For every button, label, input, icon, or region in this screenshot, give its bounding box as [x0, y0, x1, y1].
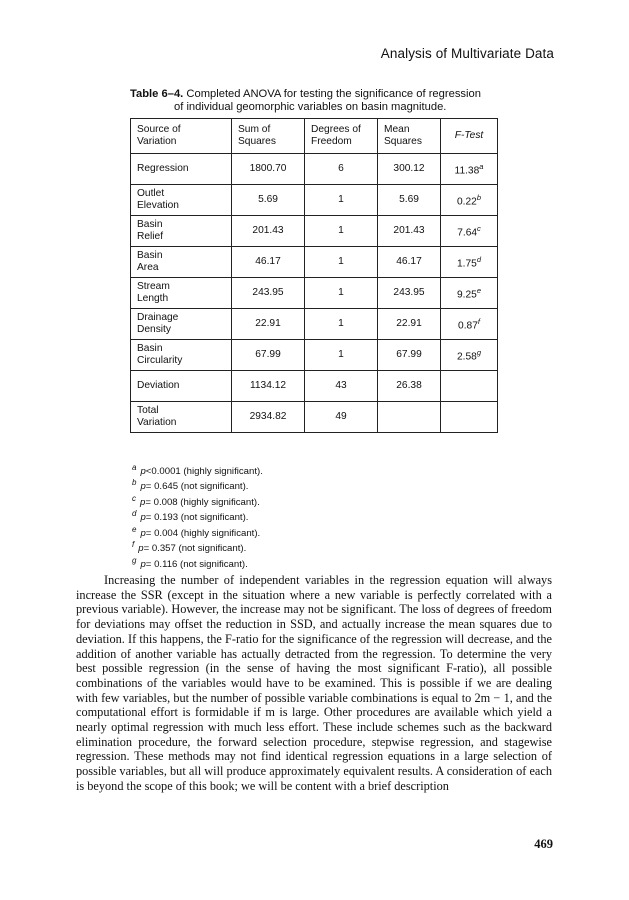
table-row [131, 154, 498, 185]
footnote: $^d$ p= 0.193 (not significant). [132, 509, 249, 524]
cell-f-test: 11.38$^a$ [441, 154, 498, 185]
anova-table [130, 118, 498, 433]
cell-degrees-of-freedom: 1 [305, 216, 378, 247]
header-f-test: F-Test [441, 119, 498, 154]
footnotes [132, 462, 263, 570]
cell-f-test: 0.22$^b$ [441, 185, 498, 216]
table-row [131, 185, 498, 216]
cell-sum-of-squares: 46.17 [232, 247, 305, 278]
cell-sum-of-squares: 201.43 [232, 216, 305, 247]
footnote: $^f$ p= 0.357 (not significant). [132, 540, 247, 555]
cell-mean-squares: 201.43 [378, 216, 441, 247]
table-row [131, 371, 498, 402]
cell-sum-of-squares: 67.99 [232, 340, 305, 371]
footnote-marker: e [476, 285, 481, 295]
cell-sum-of-squares: 1800.70 [232, 154, 305, 185]
body-paragraph: Increasing the number of independent variables in the regression equation will always increase the SSR (except in the situation where a new variable is perfectly correlated with a previous variable). However, the increase may not be significant. The loss of degrees of freedom for deviations may offset the reduction in SSD, and actually increase the mean squares due to deviation. If this happens, the F-ratio for the significance of the regression will decrease, and the addition of another variable has actually detracted from the regression. To determine the very best possible regression (in the sense of having the most significant F-ratio), all possible combinations of the variables would have to be examined. This is possible if we are dealing with few variables, but the number of possible variable combinations is equal to 2m − 1, and the computational effort is formidable if m is large. Other procedures are available which yield a nearly optimal regression with much less effort. These include schemes such as the backward elimination procedure, the forward selection procedure, stepwise regression, and stagewise regression. These methods may not find identical regression equations in a large selection of possible variables, but all will produce approximately equivalent results. A consideration of each is beyond the scope of this book; we will be content with a brief description [76, 573, 552, 793]
cell-degrees-of-freedom: 1 [305, 309, 378, 340]
footnote-marker: b [476, 192, 481, 202]
footnote: $^b$ p= 0.645 (not significant). [132, 478, 249, 493]
cell-f-test: 9.25e [441, 278, 498, 309]
table-row [131, 340, 498, 371]
table-row [131, 402, 498, 433]
cell-degrees-of-freedom: 43 [305, 371, 378, 402]
running-header: Analysis of Multivariate Data [380, 46, 554, 61]
cell-degrees-of-freedom: 6 [305, 154, 378, 185]
footnote: $^a$ p<0.0001 (highly significant). [132, 463, 263, 478]
cell-source: Outlet Elevation [131, 185, 232, 216]
table-row [131, 309, 498, 340]
cell-sum-of-squares: 1134.12 [232, 371, 305, 402]
cell-source: Total Variation [131, 402, 232, 433]
caption-line-2: of individual geomorphic variables on basin magnitude. [174, 101, 447, 113]
cell-degrees-of-freedom: 1 [305, 278, 378, 309]
table-row [131, 216, 498, 247]
cell-f-test: 1.75$^d$ [441, 247, 498, 278]
cell-mean-squares: 46.17 [378, 247, 441, 278]
cell-mean-squares: 26.38 [378, 371, 441, 402]
footnote-marker: g [476, 347, 481, 357]
header-source: Source of Variation [131, 119, 232, 154]
cell-mean-squares: 5.69 [378, 185, 441, 216]
cell-degrees-of-freedom: 1 [305, 185, 378, 216]
cell-sum-of-squares: 22.91 [232, 309, 305, 340]
cell-mean-squares: 67.99 [378, 340, 441, 371]
cell-sum-of-squares: 5.69 [232, 185, 305, 216]
cell-source: Basin Circularity [131, 340, 232, 371]
footnote-marker: d [476, 254, 481, 264]
cell-degrees-of-freedom: 1 [305, 340, 378, 371]
table-header-row [131, 119, 498, 154]
cell-source: Drainage Density [131, 309, 232, 340]
cell-f-test [441, 371, 498, 402]
footnote: $^e$ p= 0.004 (highly significant). [132, 524, 261, 540]
cell-source: Basin Area [131, 247, 232, 278]
cell-mean-squares: 300.12 [378, 154, 441, 185]
cell-source: Regression [131, 154, 232, 185]
cell-sum-of-squares: 243.95 [232, 278, 305, 309]
table-row [131, 247, 498, 278]
footnote-marker: c [477, 223, 481, 233]
page-number: 469 [534, 837, 553, 851]
cell-degrees-of-freedom: 1 [305, 247, 378, 278]
cell-f-test: 0.87$^f$ [441, 309, 498, 340]
cell-sum-of-squares: 2934.82 [232, 402, 305, 433]
header-mean-squares: Mean Squares [378, 119, 441, 154]
header-degrees-of-freedom: Degrees of Freedom [305, 119, 378, 154]
cell-mean-squares: 243.95 [378, 278, 441, 309]
cell-source: Deviation [131, 371, 232, 402]
caption-label: Table 6–4. [130, 88, 184, 100]
cell-source: Basin Relief [131, 216, 232, 247]
header-sum-of-squares: Sum of Squares [232, 119, 305, 154]
footnote: $^g$ p= 0.116 (not significant). [132, 555, 248, 571]
footnote: $^c$ p= 0.008 (highly significant). [132, 493, 260, 509]
caption-line-1: Completed ANOVA for testing the significance of regression [186, 88, 481, 100]
table-row [131, 278, 498, 309]
footnote-marker: f [477, 316, 480, 326]
cell-mean-squares [378, 402, 441, 433]
cell-degrees-of-freedom: 49 [305, 402, 378, 433]
cell-f-test [441, 402, 498, 433]
cell-source: Stream Length [131, 278, 232, 309]
table-caption [130, 88, 530, 114]
cell-mean-squares: 22.91 [378, 309, 441, 340]
footnote-marker: a [479, 161, 484, 171]
cell-f-test: 7.64$^c$ [441, 216, 498, 247]
cell-f-test: 2.58$^g$ [441, 340, 498, 371]
